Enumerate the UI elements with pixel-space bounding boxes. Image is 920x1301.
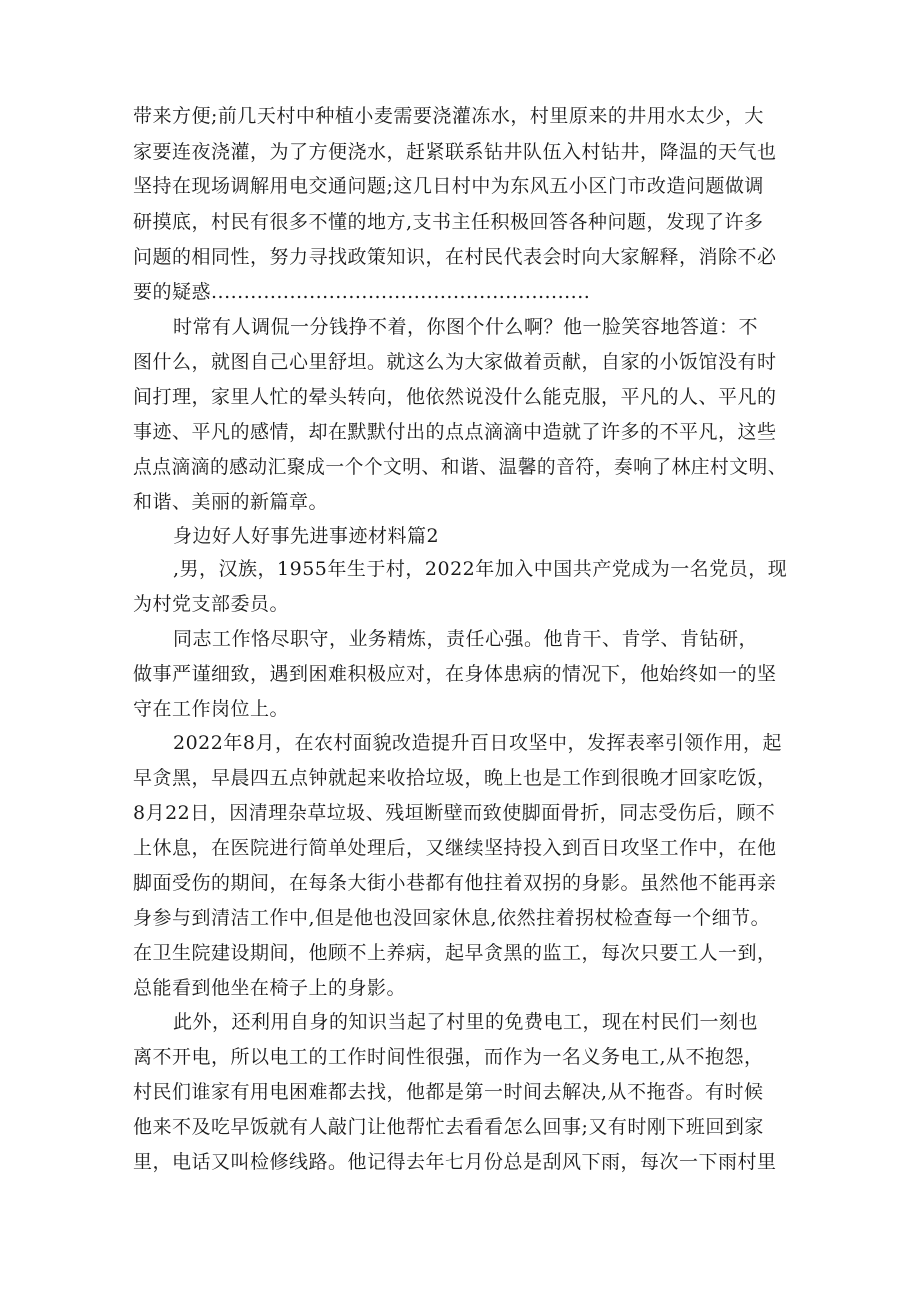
text-line: 身参与到清洁工作中,但是他也没回家休息,依然拄着拐杖检查每一个细节。 xyxy=(133,907,771,929)
text-line: 事迹、平凡的感情，却在默默付出的点点滴滴中造就了许多的不平凡，这些 xyxy=(133,421,777,443)
text-line: 带来方便;前几天村中种植小麦需要浇灌冻水，村里原来的井用水太少，大 xyxy=(133,105,764,127)
text-line: 守在工作岗位上。 xyxy=(133,698,290,720)
text-line: 里，电话又叫检修线路。他记得去年七月份总是刮风下雨，每次一下雨村里 xyxy=(133,1151,777,1173)
text-line: 间打理，家里人忙的晕头转向，他依然说没什么能克服，平凡的人、平凡的 xyxy=(133,386,777,408)
text-line: 同志工作恪尽职守，业务精炼，责任心强。他肯干、肯学、肯钻研， xyxy=(173,628,759,650)
text-line: 坚持在现场调解用电交通问题;这几日村中为东风五小区门市改造问题做调 xyxy=(133,175,764,197)
text-line: 研摸底，村民有很多不懂的地方,支书主任积极回答各种问题，发现了许多 xyxy=(133,211,764,233)
text-line: 和谐、美丽的新篇章。 xyxy=(133,491,329,513)
text-line: 在卫生院建设期间，他顾不上养病，起早贪黑的监工，每次只要工人一到， xyxy=(133,942,777,964)
text-line: 问题的相同性，努力寻找政策知识，在村民代表会时向大家解释，消除不必 xyxy=(133,246,777,268)
text-line: 早贪黑，早晨四五点钟就起来收拾垃圾，晚上也是工作到很晚才回家吃饭， xyxy=(133,767,777,789)
text-line: 村民们谁家有用电困难都去找，他都是第一时间去解决,从不拖沓。有时候 xyxy=(133,1081,764,1103)
text-line: 离不开电，所以电工的工作时间性很强，而作为一名义务电工,从不抱怨， xyxy=(133,1046,764,1068)
text-line: 此外，还利用自身的知识当起了村里的免费电工，现在村民们一刻也 xyxy=(173,1011,759,1033)
section-heading: 身边好人好事先进事迹材料篇2 xyxy=(173,525,440,547)
text-line: 时常有人调侃一分钱挣不着，你图个什么啊？他一脸笑容地答道：不 xyxy=(173,316,759,338)
text-line: 点点滴滴的感动汇聚成一个个文明、和谐、温馨的音符，奏响了林庄村文明、 xyxy=(133,456,787,478)
text-line: 为村党支部委员。 xyxy=(133,593,290,615)
text-line: 8月22日，因清理杂草垃圾、残垣断壁而致使脚面骨折，同志受伤后，顾不 xyxy=(133,802,776,824)
text-line: 总能看到他坐在椅子上的身影。 xyxy=(133,977,407,999)
text-line: 脚面受伤的期间，在每条大街小巷都有他拄着双拐的身影。虽然他不能再亲 xyxy=(133,872,777,894)
text-line: 上休息，在医院进行简单处理后，又继续坚持投入到百日攻坚工作中，在他 xyxy=(133,837,777,859)
text-line: ,男，汉族，1955年生于村，2022年加入中国共产党成为一名党员，现 xyxy=(173,558,788,580)
text-line: 家要连夜浇灌，为了方便浇水，赶紧联系钻井队伍入村钻井，降温的天气也 xyxy=(133,141,777,163)
text-line: 要的疑惑.......................................................... xyxy=(133,281,591,303)
text-line: 做事严谨细致，遇到困难积极应对，在身体患病的情况下，他始终如一的坚 xyxy=(133,663,777,685)
text-line: 2022年8月，在农村面貌改造提升百日攻坚中，发挥表率引领作用，起 xyxy=(173,732,782,754)
text-line: 他来不及吃早饭就有人敲门让他帮忙去看看怎么回事;又有时刚下班回到家 xyxy=(133,1116,764,1138)
text-line: 图什么，就图自己心里舒坦。就这么为大家做着贡献，自家的小饭馆没有时 xyxy=(133,351,777,373)
